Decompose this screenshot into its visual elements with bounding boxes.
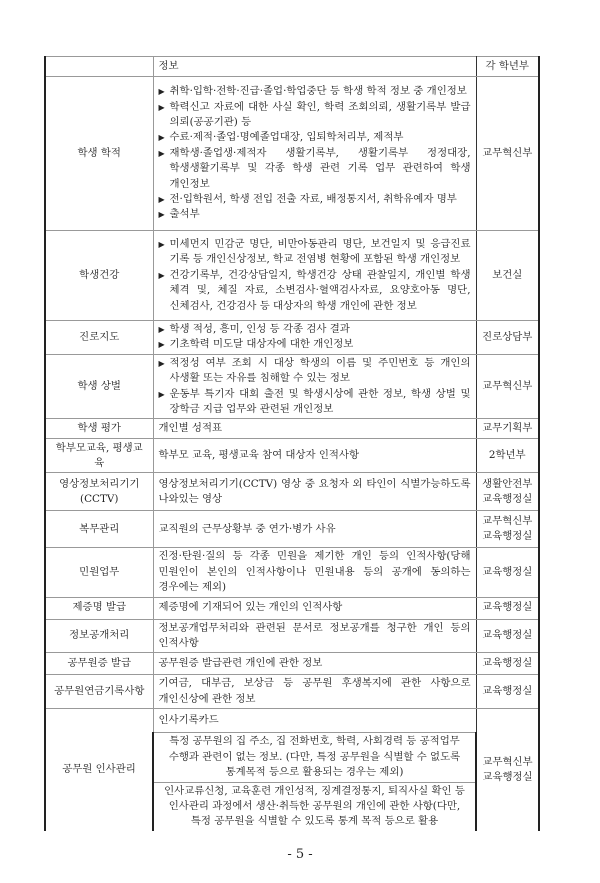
- list-item: [159, 192, 471, 207]
- dept-cell: 교육행정실: [476, 653, 539, 675]
- list-item-text: 건강기록부, 건강상담일지, 학생건강 상태 관찰일지, 개인별 학생 체격 및, 체질 자료, 소변검사·혈액검사자료, 요양호아동 명단, 신체검사, 건강검사 등 대상자의 학생 개인에 관한 정보: [169, 268, 471, 312]
- list-item: [159, 130, 471, 145]
- bullet-icon: ▶: [158, 148, 165, 158]
- bullet-icon: ▶: [158, 133, 165, 143]
- bullet-list: [159, 322, 471, 353]
- content-cell: 진정·탄원·질의 등 각종 민원을 제기한 개인 등의 인적사항(당해 민원인이 본인의 인적사항이나 민원내용 등의 공개에 동의하는 경우에는 제외): [153, 548, 476, 597]
- category-cell: 공무원연금기록사항: [45, 675, 153, 709]
- list-item: [159, 387, 471, 418]
- dept-cell: 교무혁신부 교육행정실: [476, 511, 539, 548]
- content-cell: [153, 231, 476, 321]
- dept-cell: 교무혁신부 교육행정실: [476, 709, 539, 831]
- list-item-text: 적정성 여부 조회 시 대상 학생의 이름 및 주민번호 등 개인의 사생활 또는 자유를 침해할 수 있는 정보: [169, 356, 471, 385]
- table-row: [45, 511, 539, 548]
- bullet-icon: ▶: [158, 389, 165, 399]
- bullet-icon: ▶: [158, 325, 165, 334]
- table-row: [45, 675, 539, 709]
- list-item: [159, 207, 471, 222]
- bullet-icon: ▶: [158, 340, 165, 350]
- category-cell: 복무관리: [45, 511, 153, 548]
- list-item: [159, 268, 471, 314]
- category-cell: 학생 학적: [45, 77, 153, 231]
- list-item: [159, 84, 471, 99]
- table-row: [45, 653, 539, 675]
- dept-cell: 생활안전부 교육행정실: [476, 473, 539, 511]
- bullet-icon: ▶: [158, 195, 165, 205]
- category-cell: 학부모교육, 평생교육: [45, 439, 153, 473]
- list-item-text: 출석부: [169, 208, 200, 221]
- list-item-text: 운동부 특기자 대회 출전 및 학생시상에 관한 정보, 학생 상벌 및 장학금 지급 업무와 관련된 개인정보: [169, 387, 471, 416]
- dept-cell: 각 학년부: [476, 57, 539, 77]
- table-row: [45, 597, 539, 619]
- bullet-list: [159, 356, 471, 418]
- list-item-text: 수료·제적·졸업·명예졸업대장, 입퇴학처리부, 제적부: [169, 131, 404, 144]
- content-cell: [153, 77, 476, 231]
- dept-cell: 진로상담부: [476, 321, 539, 355]
- list-item: [159, 356, 471, 387]
- dept-cell: 교무혁신부: [476, 77, 539, 231]
- list-item-text: 미세먼지 민감군 명단, 비만아동관리 명단, 보건일지 및 응급진료 기록 등 개인신상정보, 학교 전염병 현황에 포함된 학생 개인정보: [169, 237, 471, 266]
- list-item: [159, 337, 471, 352]
- bullet-icon: ▶: [158, 102, 165, 112]
- list-item-text: 학력신고 자료에 대한 사실 확인, 학력 조회의뢰, 생활기록부 발급 의뢰(공공기관) 등: [169, 100, 471, 128]
- dept-cell: 교육행정실: [476, 675, 539, 709]
- list-item-text: 기초학력 미도달 대상자에 대한 개인정보: [169, 338, 354, 351]
- category-cell: 공무원 인사관리: [45, 709, 153, 831]
- content-cell: 특정 공무원의 집 주소, 집 전화번호, 학력, 사회경력 등 공적업무 수행과 관련이 없는 정보. (다만, 특정 공무원을 식별할 수 없도록 통계목적 등으로 활용되는 경우는 제외): [153, 733, 476, 782]
- table-row: [45, 619, 539, 653]
- category-cell: [45, 57, 153, 77]
- content-cell: 제증명에 기재되어 있는 개인의 인적사항: [153, 597, 476, 619]
- table-row: [45, 77, 539, 231]
- content-cell: 기여금, 대부금, 보상금 등 공무원 후생복지에 관한 사항으로 개인신상에 관한 정보: [153, 675, 476, 709]
- content-cell: 정보: [153, 57, 476, 77]
- table-row: [45, 548, 539, 597]
- content-cell: [153, 354, 476, 419]
- category-cell: 정보공개처리: [45, 619, 153, 653]
- table-row: [45, 231, 539, 321]
- content-cell: [153, 321, 476, 355]
- bullet-icon: ▶: [158, 239, 165, 249]
- table-row: [45, 57, 539, 77]
- bullet-icon: ▶: [158, 210, 165, 220]
- table-row: [45, 419, 539, 439]
- category-cell: 영상정보처리기기 (CCTV): [45, 473, 153, 511]
- content-cell: 학부모 교육, 평생교육 참여 대상자 인적사항: [153, 439, 476, 473]
- list-item: [159, 100, 471, 131]
- content-cell: 영상정보처리기기(CCTV) 영상 중 요청자 외 타인이 식별가능하도록 나와있는 영상: [153, 473, 476, 511]
- list-item: [159, 146, 471, 192]
- bullet-icon: ▶: [158, 270, 165, 280]
- list-item-text: 재학생·졸업생·제적자 생활기록부, 생활기록부 정정대장, 학생생활기록부 및 각종 학생 관련 기록 업무 관련하여 학생 개인정보: [169, 146, 471, 190]
- category-cell: 학생건강: [45, 231, 153, 321]
- bullet-list: [159, 237, 471, 314]
- dept-cell: 교무기획부: [476, 419, 539, 439]
- table-row: [45, 354, 539, 419]
- list-item: [159, 237, 471, 268]
- bullet-icon: ▶: [158, 87, 165, 97]
- dept-cell: 교육행정실: [476, 548, 539, 597]
- category-cell: 민원업무: [45, 548, 153, 597]
- content-cell: 정보공개업무처리와 관련된 문서로 정보공개를 청구한 개인 등의 인적사항: [153, 619, 476, 653]
- table-row: [45, 709, 539, 733]
- content-cell: 인사교류신청, 교육훈련 개인성적, 징계결정통지, 퇴직사실 확인 등 인사관리 과정에서 생산·취득한 공무원의 개인에 관한 사항(다만, 특정 공무원을 식별할 수 있도록 통계 목적 등으로 활용: [153, 782, 476, 831]
- category-cell: 학생 평가: [45, 419, 153, 439]
- category-cell: 진로지도: [45, 321, 153, 355]
- content-cell: 개인별 성적표: [153, 419, 476, 439]
- list-item-text: 취학·입학·전학·진급·졸업·학업중단 등 학생 학적 정보 중 개인정보: [169, 85, 467, 98]
- list-item: [159, 322, 471, 337]
- dept-cell: 보건실: [476, 231, 539, 321]
- dept-cell: 교육행정실: [476, 619, 539, 653]
- category-cell: 제증명 발급: [45, 597, 153, 619]
- dept-cell: 교무혁신부: [476, 354, 539, 419]
- content-cell: 인사기록카드: [153, 709, 476, 733]
- list-item-text: 학생 적성, 흥미, 인성 등 각종 검사 결과: [169, 323, 350, 335]
- bullet-list: [159, 84, 471, 223]
- bullet-icon: ▶: [158, 358, 165, 368]
- page-number: - 5 -: [287, 846, 313, 862]
- table-row: [45, 473, 539, 511]
- table-row: [45, 321, 539, 355]
- category-cell: 학생 상벌: [45, 354, 153, 419]
- content-cell: 교직원의 근무상황부 중 연가·병가 사유: [153, 511, 476, 548]
- table-row: [45, 439, 539, 473]
- list-item-text: 전·입학원서, 학생 전입 전출 자료, 배정통지서, 취학유예자 명부: [169, 193, 457, 206]
- personal-info-table: [44, 56, 540, 831]
- content-cell: 공무원증 발급관련 개인에 관한 정보: [153, 653, 476, 675]
- category-cell: 공무원증 발급: [45, 653, 153, 675]
- dept-cell: 교육행정실: [476, 597, 539, 619]
- dept-cell: 2학년부: [476, 439, 539, 473]
